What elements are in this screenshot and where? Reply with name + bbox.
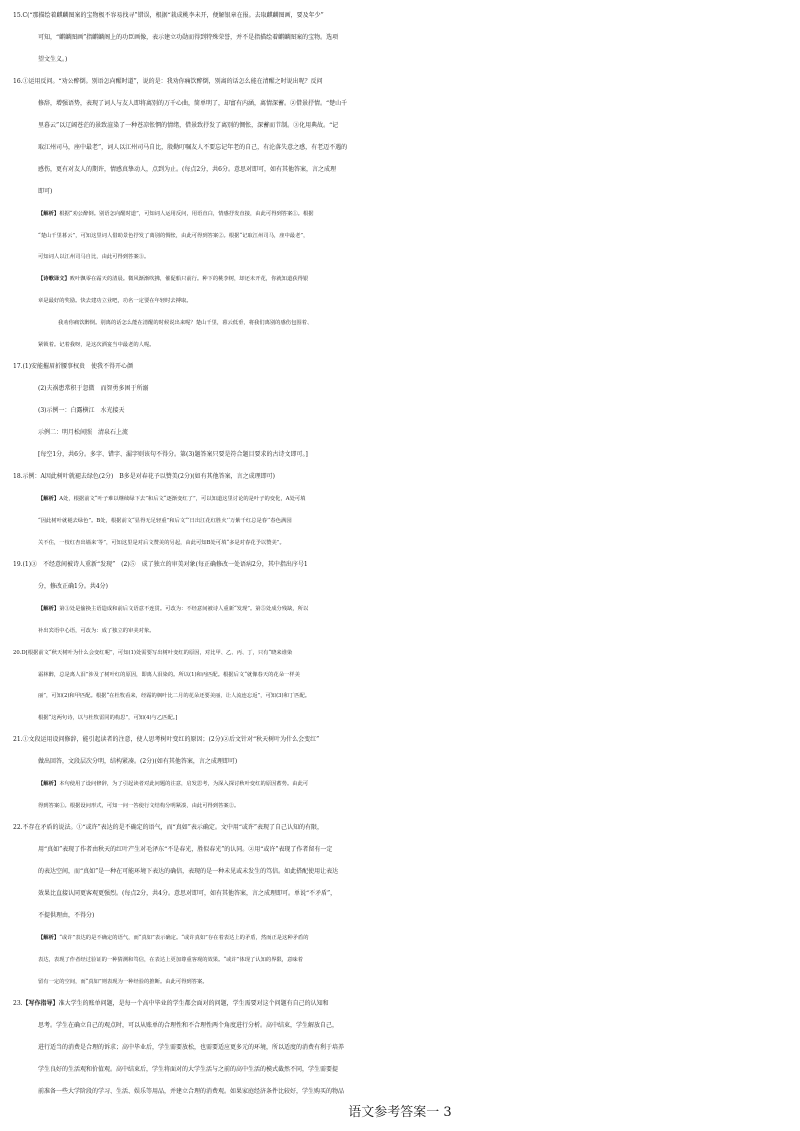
section-tag: 【解析】 (38, 934, 60, 941)
text-line (0, 224, 800, 248)
text-line (0, 267, 800, 291)
line-text: 前准备一些大学阶段的学习、生活、娱乐等用品，并建立合理的消费观。如果家庭经济条件比较好，学生购买的物品 (38, 1087, 345, 1095)
line-text: 17.(1)安能摧眉折腰事权贵 使我不得开心颜 (13, 363, 134, 371)
text-line (0, 728, 800, 752)
text-line (0, 136, 800, 160)
text-line (0, 816, 800, 840)
line-text: 丽”，可知(2)和甲匹配。根据“在杜牧看来，经霜的枫叶比二月的花朵还要美丽，让人流连忘返”，可知(3)和丁匹配。 (38, 693, 311, 700)
section-tag: 【解析】 (38, 781, 60, 788)
text-line (0, 684, 800, 708)
line-text: 效果比直接认同更客观更强烈。(每点2分，共4分。意思对即可，如有其他答案，言之成理即可。单说“不矛盾”， (38, 890, 337, 897)
line-text: 第③处是偷换主语造成和前后文语意不连贯。可改为：不经意间被诗人重新“发现”。第⑤处成分残缺，所以 (59, 605, 309, 612)
text-line (0, 1058, 800, 1082)
text-line (0, 641, 800, 665)
line-text: 19.(1)③ 不经意间被诗人重新“发现” (2)⑤ 成了独立的审美对象(每正确修改一处语病2分，其中指出序号1 (13, 560, 308, 568)
text-line (0, 158, 800, 182)
text-line (0, 1014, 800, 1038)
line-text: “因此树叶就褪去绿色”。B处，根据前文“显得无足轻重”和后文“‘日出江花红胜火’‘万紫千红总是春’‘春色满园 (38, 517, 292, 524)
text-line (0, 114, 800, 138)
line-text: [每空1分，共6分。多字、错字、漏字则该句不得分。第(3)题答案只要是符合题目要求的古诗文即可。] (38, 451, 308, 458)
text-line (0, 180, 800, 204)
text-line (0, 597, 800, 621)
text-line (0, 750, 800, 774)
section-tag: 【诗歌译文】 (38, 276, 70, 283)
text-line (0, 245, 800, 269)
line-text: 表达，表现了作者经过验证的一种猜测和笃信，在表达上更加尊重客观的效果。“或许”体现了认知的界限，意味着 (38, 956, 303, 963)
text-line (0, 904, 800, 928)
text-line (0, 26, 800, 50)
line-text: 章是最好的奖励。快去建功立业吧，功名一定要在年轻时去搏取。 (38, 298, 192, 305)
text-line (0, 355, 800, 379)
text-line (0, 1036, 800, 1060)
line-text: A处，根据前文“叶子难以继续绿下去”和后文“逐渐变红了”，可以知道这里讨论的是叶子的变化，A处可填 (59, 495, 306, 502)
text-line (0, 663, 800, 687)
text-line (0, 882, 800, 906)
text-line (0, 421, 800, 445)
text-line (0, 772, 800, 796)
line-text: “或许”表达的是不确定的语气，而“真如”表示确定。“或许真如”存在着表达上的矛盾，然而正是这种矛盾的 (59, 934, 309, 941)
text-line (0, 333, 800, 357)
line-text: 修辞，增强语势，表现了词人与友人即将离别的万千心曲，简单明了，却富有内涵，离情深蓄。②借景抒情。“楚山千 (38, 99, 348, 107)
line-text: 21.①文段运用设问修辞，能引起读者的注意，使人思考树叶变红的原因；(2分)②后文针对“秋天树叶为什么会变红” (13, 736, 320, 744)
line-text: 的表达空间，而“真如”是一种在可能环境下表达的确信，表现的是一种未见或未发生的笃信。如此搭配使用让表达 (38, 868, 339, 876)
text-line (0, 465, 800, 489)
text-line (0, 860, 800, 884)
line-text: 22.不存在矛盾的说法。①“或许”表达的是不确定的语气，而“真如”表示确定。文中用“或许”表现了自己认知的有限， (13, 824, 323, 832)
line-text: 进行适当的消费是合理的诉求；高中毕业后，学生需要放松，也需要适应更多元的环境，所以适度的消费有利于培养 (38, 1043, 345, 1051)
text-line (0, 92, 800, 116)
text-line (0, 289, 800, 313)
line-text: 做出回答，文段层次分明，结构紧凑。(2分)(如有其他答案，言之成理即可) (38, 758, 238, 766)
line-text: 败叶飘零在霜天的清晨。微风渐渐吹拂，催促船只前行。种下的桃李树，却还未开花，你就知道获得银 (69, 276, 309, 283)
text-line (0, 1080, 800, 1104)
line-text: 本句使用了设问修辞，为了引起读者对此问题的注意，启发思考，为深入探讨秋叶变红的原因蓄势。由此可 (59, 781, 309, 788)
line-text: 根据“这两句诗，以与杜牧雷同的构思”，可知(4)与乙匹配。] (38, 715, 178, 722)
line-text: (3)示例一：白露横江 水光接天 (38, 407, 125, 415)
section-tag: 【解析】 (38, 210, 60, 217)
question-number: 23. (13, 999, 23, 1007)
section-tag: 【解析】 (38, 605, 60, 612)
line-text: 霜林醉，总是离人泪”涉及了树叶红的原因，即离人泪染的。所以(1)和丙匹配。根据后文“就像春天的花朵一样美 (38, 671, 300, 678)
line-text: 18.示例：A因此树叶就褪去绿色(2分) B多是对春花予以赞美(2分)(如有其他答案，言之成理即可) (13, 472, 275, 480)
text-line (0, 399, 800, 423)
text-line (0, 992, 800, 1016)
section-tag: 【解析】 (38, 495, 60, 502)
line-text: 取江州司马，座中最老”，词人以江州司马自比，殷勤叮嘱友人不要忘记年老的自己，有沦落失意之感，有老迈不遇的 (38, 143, 348, 151)
line-text: 16.①运用反问。“劝公醉倒。别语怎向醒时道”，说的是：我劝你痛饮醉倒，别离的话怎么能在清醒之时说出呢？反问 (13, 77, 323, 85)
line-text: 即可) (38, 187, 53, 195)
line-text: 不提供理由，不得分) (38, 911, 95, 919)
text-line (0, 948, 800, 972)
text-line (0, 70, 800, 94)
line-text: 可知词人以江州司马自比，由此可得到答案③。 (38, 254, 150, 261)
text-line (0, 443, 800, 467)
text-line (0, 926, 800, 950)
line-text: 学生良好的生活观和价值观。高中结束后，学生将面对的大学生活与之前的高中生活的模式截然不同，学生需要提 (38, 1065, 339, 1073)
line-text: 感伤，更有对友人的期许，情感真挚动人，点到为止。(每点2分，共6分。意思对即可，如有其他答案，言之成理 (38, 165, 336, 173)
line-text: 补出宾语中心语，可改为：成了独立的审美对象。 (38, 627, 155, 634)
line-text: 里暮云”以辽阔苍茫的景致渲染了一种苍凉怅惘的情绪，借景致抒发了离别的惆怅，深蓄而节制。③化用典故。“记 (38, 121, 339, 129)
line-text: 紧锁着。记着我呀，是这次酒宴当中最老的人呢。 (38, 342, 155, 349)
page-footer: 语文参考答案一 3 (348, 1105, 452, 1120)
line-text: 思考。学生在确立自己的观点时，可以从账单的合理性和不合理性两个角度进行分析。高中结束，学生解放自己， (38, 1021, 339, 1029)
text-line (0, 706, 800, 730)
section-tag: 【写作指导】 (22, 999, 59, 1007)
line-text: 可知，“麒麟图画”指麒麟阁上的功臣画像，表示建立功勋而得到特殊荣誉，并不是指描绘着麒麟图案的宝物。选项 (38, 33, 339, 41)
text-line (0, 509, 800, 533)
line-text: 望文生义。) (38, 55, 68, 63)
text-line (0, 4, 800, 28)
line-text: (2)夫祸患常积于忽微 而智勇多困于所溺 (38, 385, 149, 393)
text-line (0, 48, 800, 72)
text-line (0, 794, 800, 818)
text-line (0, 619, 800, 643)
line-text: 根据“劝公醉倒。别语怎向醒时道”，可知词人运用反问，用语直白，情感抒发直接，由此可得到答案①。根据 (59, 210, 314, 217)
text-line (0, 531, 800, 555)
text-line (0, 487, 800, 511)
text-line (0, 970, 800, 994)
text-line (0, 311, 800, 335)
line-text: 留有一定的空间，而“真如”则表现为一种经验的推断。由此可得到答案。 (38, 978, 208, 985)
line-text: 我劝你痛饮醉倒。别离的话怎么能在清醒的时候说出来呢？楚山千里，暮云低垂，将我们离别的感伤包围着、 (58, 320, 313, 327)
line-text: 得到答案①。根据设问形式，可知一问一答使行文结构分明紧凑，由此可得到答案②。 (38, 803, 240, 810)
line-text: 分，修改正确1分。共4分) (38, 582, 108, 590)
text-line (0, 202, 800, 226)
text-line (0, 553, 800, 577)
text-line (0, 838, 800, 862)
line-text: 准大学生的账单问题，是每一个高中毕业的学生都会面对的问题，学生需要对这个问题有自己的认知和 (58, 999, 329, 1007)
line-text: “楚山千里暮云”，可知这里词人借助景色抒发了离别的惆怅，由此可得到答案②。根据“记取江州司马，座中最老”， (38, 232, 309, 239)
line-text: 示例二：明月松间照 清泉石上流 (38, 429, 129, 437)
text-line (0, 575, 800, 599)
line-text: 15.C(“那描绘着麒麟图案的宝物极不容易找寻”错误，根据“栽成桃李未开，便解银章在报。去取麒麟图画，要及年少” (13, 12, 324, 19)
line-text: 关不住，一枝红杏出墙来’等”，可知这里是对后文赞美的另起，由此可知B处可填“多是对春花予以赞美”。 (38, 539, 285, 546)
line-text: 20.D[根据前文“秋天树叶为什么会变红呢”，可知(1)处需要写出树叶变红的原因，对比甲、乙、丙、丁，只有“晓来谁染 (13, 649, 293, 656)
line-text: 用“真如”表现了作者由秋天的红叶产生对毛泽东“不是春光，胜似春光”的认同。②用“或许”表现了作者留有一定 (38, 846, 333, 854)
text-line (0, 377, 800, 401)
